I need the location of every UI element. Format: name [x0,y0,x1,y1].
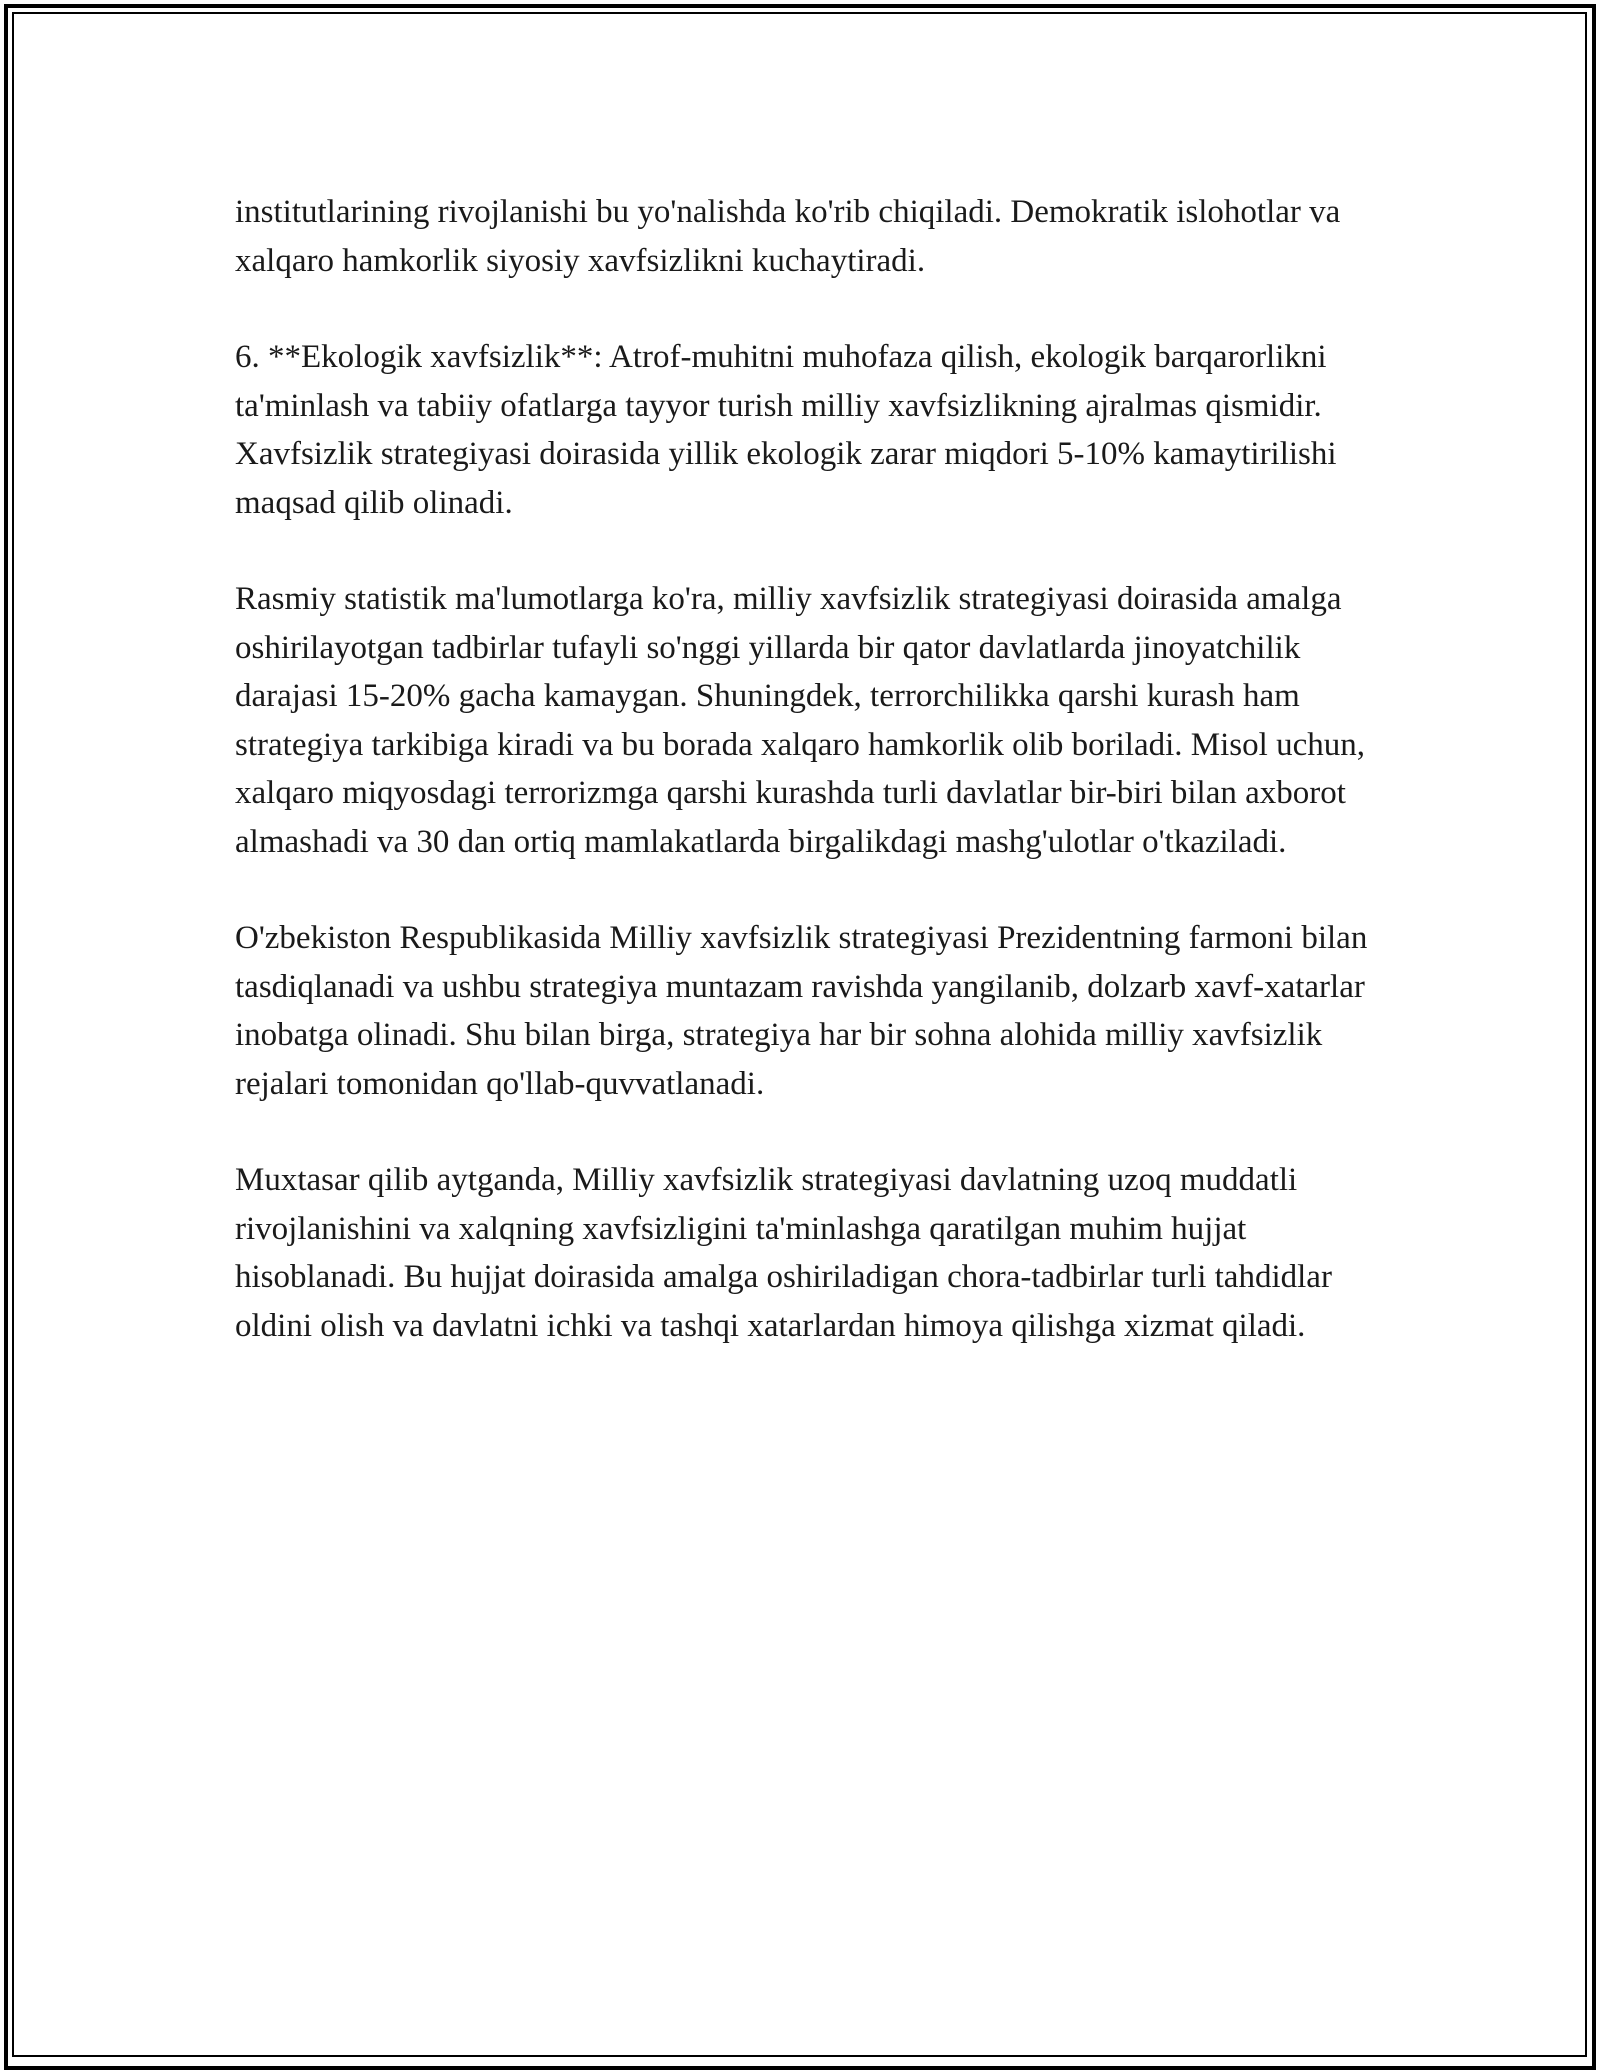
paragraph-statistics: Rasmiy statistik ma'lumotlarga ko'ra, milliy xavfsizlik strategiyasi doirasida amalga oshirilayotgan tadbirlar tufayli so'nggi yillarda bir qator davlatlarda jinoyatchilik darajasi 15-20% gacha kamaygan. Shuningdek, terrorchilikka qarshi kurash ham strategiya tarkibiga kiradi va bu borada xalqaro hamkorlik olib boriladi. Misol uchun, xalqaro miqyosdagi terrorizmga qarshi kurashda turli davlatlar bir-biri bilan axborot almashadi va 30 dan ortiq mamlakatlarda birgalikdagi mashg'ulotlar o'tkaziladi. [235,581,1365,860]
document-body [235,188,1375,1350]
paragraph-conclusion: Muxtasar qilib aytganda, Milliy xavfsizlik strategiyasi davlatning uzoq muddatli rivojlanishini va xalqning xavfsizligini ta'minlashga qaratilgan muhim hujjat hisoblanadi. Bu hujjat doirasida amalga oshiriladigan chora-tadbirlar turli tahdidlar oldini olish va davlatni ichki va tashqi xatarlardan himoya qilishga xizmat qiladi. [235,1162,1332,1344]
paragraph-ecological-security: 6. **Ekologik xavfsizlik**: Atrof-muhitni muhofaza qilish, ekologik barqarorlikni ta'minlash va tabiiy ofatlarga tayyor turish milliy xavfsizlikning ajralmas qismidir. Xavfsizlik strategiyasi doirasida yillik ekologik zarar miqdori 5-10% kamaytirilishi maqsad qilib olinadi. [235,339,1337,521]
paragraph-political-continuation: institutlarining rivojlanishi bu yo'nalishda ko'rib chiqiladi. Demokratik islohotlar va xalqaro hamkorlik siyosiy xavfsizlikni kuchaytiradi. [235,194,1341,279]
paragraph-uzbekistan-strategy: O'zbekiston Respublikasida Milliy xavfsizlik strategiyasi Prezidentning farmoni bilan tasdiqlanadi va ushbu strategiya muntazam ravishda yangilanib, dolzarb xavf-xatarlar inobatga olinadi. Shu bilan birga, strategiya har bir sohna alohida milliy xavfsizlik rejalari tomonidan qo'llab-quvvatlanadi. [235,920,1368,1102]
